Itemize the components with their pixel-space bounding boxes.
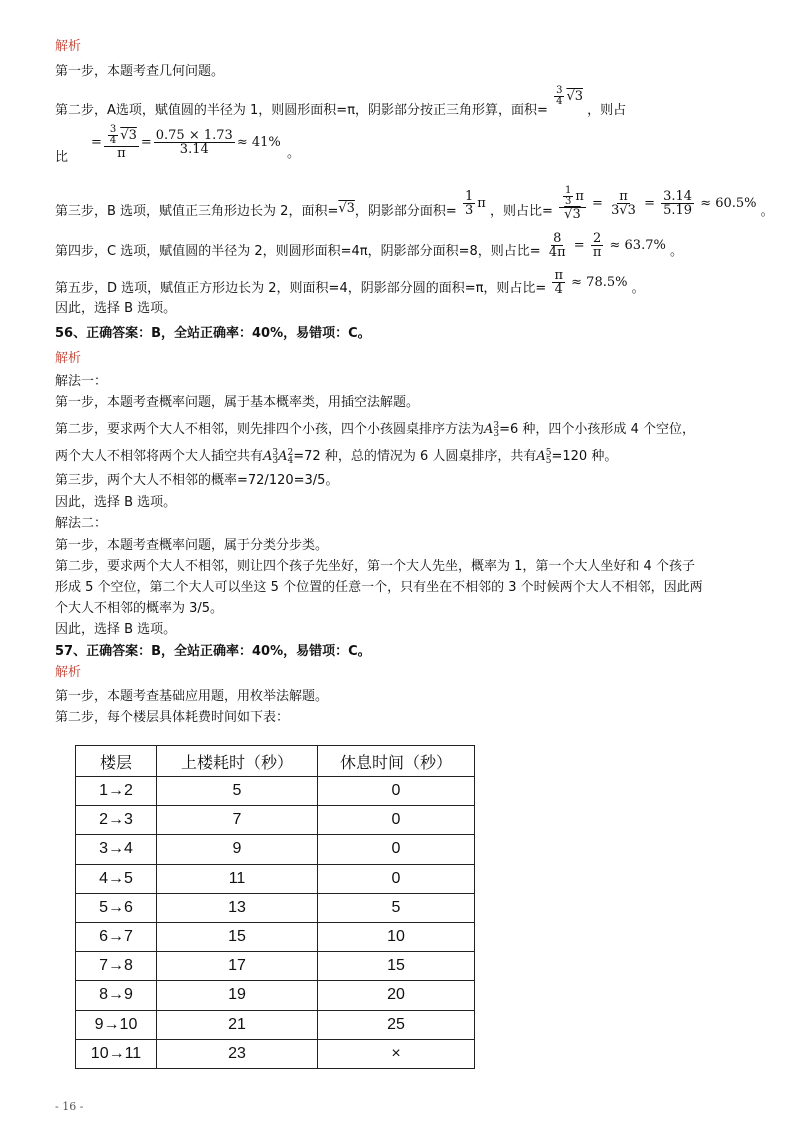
cell-floor: 8→9 <box>76 981 157 1010</box>
conclusion-56-b: 因此，选择 B 选项。 <box>55 622 177 637</box>
cell-floor: 2→3 <box>76 806 157 835</box>
cell-climb: 11 <box>157 864 318 893</box>
table-row <box>76 777 475 806</box>
analysis-heading-55: 解析 <box>55 39 82 54</box>
step2-57: 第二步，每个楼层具体耗费时间如下表： <box>55 710 290 725</box>
table-row <box>76 835 475 864</box>
cell-climb: 7 <box>157 806 318 835</box>
m2-step1-56: 第一步，本题考查概率问题，属于分类分步类。 <box>55 538 329 553</box>
page-number: - 16 - <box>55 1100 84 1113</box>
table-row <box>76 952 475 981</box>
cell-climb: 19 <box>157 981 318 1010</box>
table-row <box>76 864 475 893</box>
method2-label: 解法二： <box>55 516 108 531</box>
header-climb-time: 上楼耗时（秒） <box>157 746 318 777</box>
step3-55: 第三步，B 选项，赋值正三角形边长为 2，面积=√3，阴影部分面积= $\frac{1}{3}$ π ，则占比= $\frac{1}{3}$ π √3 = $\frac{\pi}{3√3}$ = $\frac{3.14}{5.19}$ ≈ 60.5% 。 <box>55 185 774 222</box>
step2-55: 第二步，A选项，赋值圆的半径为 1，则圆形面积=π，阴影部分按正三角形算，面积= $\frac{3}{4}$ √3 ，则占 <box>55 85 627 118</box>
m2-step2-56-l2: 形成 5 个空位，第二个大人可以坐这 5 个位置的任意一个，只有坐在不相邻的 3 个时候两个大人不相邻，因此两 <box>55 580 703 595</box>
cell-climb: 9 <box>157 835 318 864</box>
table-header-row <box>76 746 475 777</box>
analysis-heading-56: 解析 <box>55 351 82 366</box>
cell-rest: 5 <box>318 893 475 922</box>
header-rest-time: 休息时间（秒） <box>318 746 475 777</box>
table-row <box>76 893 475 922</box>
table-row <box>76 1039 475 1068</box>
cell-rest: 25 <box>318 1010 475 1039</box>
cell-floor: 7→8 <box>76 952 157 981</box>
cell-rest: 0 <box>318 777 475 806</box>
cell-floor: 3→4 <box>76 835 157 864</box>
step2-56-line1: 第二步，要求两个大人不相邻，则先排四个小孩，四个小孩圆桌排序方法为A 3 3 =6 种，四个小孩形成 4 个空位， <box>55 420 695 439</box>
cell-rest: 0 <box>318 835 475 864</box>
cell-climb: 5 <box>157 777 318 806</box>
cell-floor: 10→11 <box>76 1039 157 1068</box>
cell-climb: 23 <box>157 1039 318 1068</box>
conclusion-56-a: 因此，选择 B 选项。 <box>55 495 177 510</box>
cell-rest: 20 <box>318 981 475 1010</box>
conclusion-55: 因此，选择 B 选项。 <box>55 301 177 316</box>
floor-time-table <box>75 745 475 1069</box>
cell-climb: 15 <box>157 922 318 951</box>
header-floor: 楼层 <box>76 746 157 777</box>
cell-floor: 9→10 <box>76 1010 157 1039</box>
step4-55: 第四步，C 选项，赋值圆的半径为 2，则圆形面积=4π，阴影部分面积=8，则占比= $\frac{8}{4\pi}$ = $\frac{2}{\pi}$ ≈ 63.7% 。 <box>55 231 683 260</box>
step2-56-line2: 两个大人不相邻将两个大人插空共有A 3 3 A 2 4 =72 种，总的情况为 6 人圆桌排序，共有A 5 5 =120 种。 <box>55 447 618 466</box>
cell-climb: 13 <box>157 893 318 922</box>
cell-rest: 0 <box>318 864 475 893</box>
cell-rest: 15 <box>318 952 475 981</box>
cell-rest: 0 <box>318 806 475 835</box>
step1-57: 第一步，本题考查基础应用题，用枚举法解题。 <box>55 689 329 704</box>
table-row <box>76 922 475 951</box>
answer-title-56: 56、正确答案：B，全站正确率：40%，易错项：C。 <box>55 326 371 341</box>
cell-climb: 17 <box>157 952 318 981</box>
step1-56: 第一步，本题考查概率问题，属于基本概率类，用插空法解题。 <box>55 395 420 410</box>
table-row <box>76 981 475 1010</box>
cell-rest: 10 <box>318 922 475 951</box>
cell-rest: × <box>318 1039 475 1068</box>
step3-56: 第三步，两个大人不相邻的概率=72/120=3/5。 <box>55 473 339 488</box>
analysis-heading-57: 解析 <box>55 665 82 680</box>
step1-55: 第一步，本题考查几何问题。 <box>55 64 225 79</box>
table-row <box>76 806 475 835</box>
method1-label: 解法一： <box>55 374 108 389</box>
cell-floor: 6→7 <box>76 922 157 951</box>
step5-55: 第五步，D 选项，赋值正方形边长为 2，则面积=4，阴影部分圆的面积=π，则占比= $\frac{\pi}{4}$ ≈ 78.5% 。 <box>55 268 645 297</box>
answer-title-57: 57、正确答案：B，全站正确率：40%，易错项：C。 <box>55 644 371 659</box>
cell-floor: 1→2 <box>76 777 157 806</box>
cell-floor: 5→6 <box>76 893 157 922</box>
cell-floor: 4→5 <box>76 864 157 893</box>
m2-step2-56-l3: 个大人不相邻的概率为 3/5。 <box>55 601 224 616</box>
cell-climb: 21 <box>157 1010 318 1039</box>
m2-step2-56-l1: 第二步，要求两个大人不相邻，则让四个孩子先坐好，第一个大人先坐，概率为 1，第一个大人坐好和 4 个孩子 <box>55 559 695 574</box>
table-row <box>76 1010 475 1039</box>
